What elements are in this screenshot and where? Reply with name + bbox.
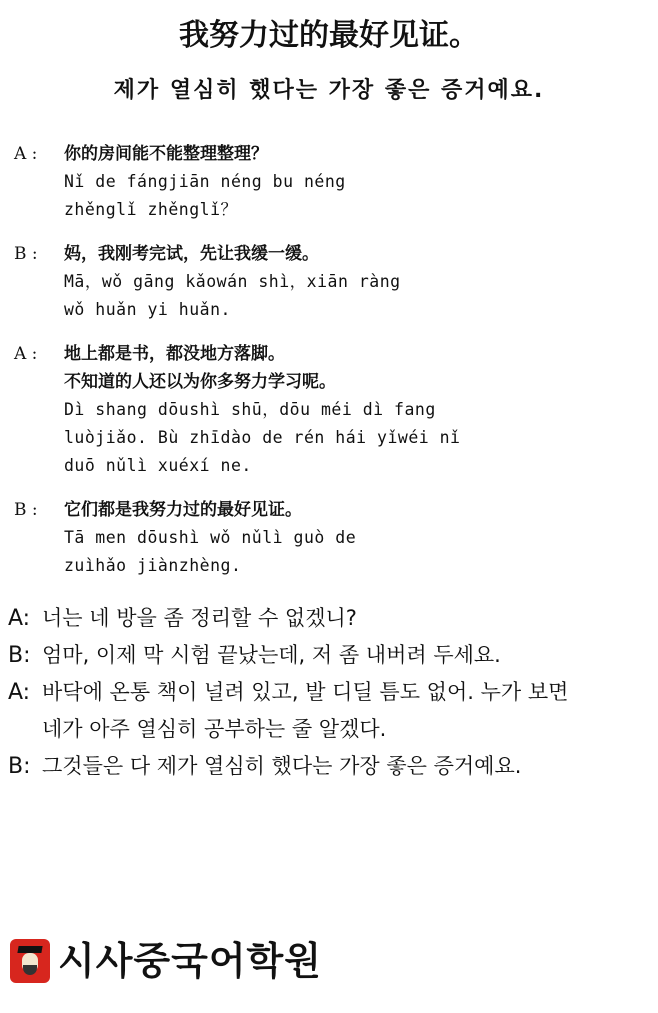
speaker-label: A:	[8, 680, 31, 705]
dialogue-turn	[14, 240, 644, 324]
korean-translation	[8, 600, 648, 785]
speaker-label: A:	[8, 606, 31, 631]
pinyin-line: Tā men dōushì wǒ nǔlì guò de	[64, 528, 357, 547]
pinyin-line: zuìhǎo jiànzhèng.	[64, 556, 242, 575]
speaker-label: A :	[14, 344, 38, 364]
korean-turn	[8, 637, 648, 674]
speaker-label: A :	[14, 144, 38, 164]
page-title: 我努力过的最好见证。	[179, 18, 479, 53]
brand-footer	[10, 936, 322, 986]
brand-logo-icon	[10, 939, 50, 983]
pinyin-line: Dì shang dōushì shū，dōu méi dì fang	[64, 400, 436, 419]
dialogue-turn	[14, 340, 644, 480]
korean-line: 네가 아주 열심히 공부하는 줄 알겠다.	[42, 717, 387, 741]
dialogue-turn	[14, 140, 644, 224]
brand-name: 시사중국어학원	[58, 939, 322, 983]
chinese-line: 你的房间能不能整理整理？	[64, 144, 268, 164]
speaker-label: B:	[8, 754, 31, 779]
korean-line: 엄마, 이제 막 시험 끝났는데, 저 좀 내버려 두세요.	[42, 643, 501, 667]
chinese-line: 妈，我刚考完试，先让我缓一缓。	[64, 244, 319, 264]
pinyin-line: wǒ huǎn yi huǎn.	[64, 300, 231, 319]
speaker-label: B:	[8, 643, 31, 668]
pinyin-line: Nǐ de fángjiān néng bu néng	[64, 172, 346, 191]
speaker-label: B :	[14, 244, 38, 264]
pinyin-line: luòjiǎo. Bù zhīdào de rén hái yǐwéi nǐ	[64, 428, 461, 447]
page-subtitle: 제가 열심히 했다는 가장 좋은 증거예요.	[113, 78, 545, 103]
chinese-dialogue	[14, 140, 644, 596]
dialogue-turn	[14, 496, 644, 580]
chinese-line: 它们都是我努力过的最好见证。	[64, 500, 302, 520]
korean-line: 너는 네 방을 좀 정리할 수 없겠니?	[42, 606, 357, 630]
korean-line: 그것들은 다 제가 열심히 했다는 가장 좋은 증거예요.	[42, 754, 522, 778]
pinyin-line: zhěnglǐ zhěnglǐ？	[64, 200, 238, 219]
chinese-line: 地上都是书，都没地方落脚。	[64, 344, 285, 364]
korean-turn	[8, 674, 648, 748]
speaker-label: B :	[14, 500, 38, 520]
korean-turn	[8, 748, 648, 785]
pinyin-line: duō nǔlì xuéxí ne.	[64, 456, 252, 475]
korean-turn	[8, 600, 648, 637]
korean-line: 바닥에 온통 책이 널려 있고, 발 디딜 틈도 없어. 누가 보면	[42, 680, 569, 704]
chinese-line: 不知道的人还以为你多努力学习呢。	[64, 372, 336, 392]
pinyin-line: Mā，wǒ gāng kǎowán shì，xiān ràng	[64, 272, 401, 291]
